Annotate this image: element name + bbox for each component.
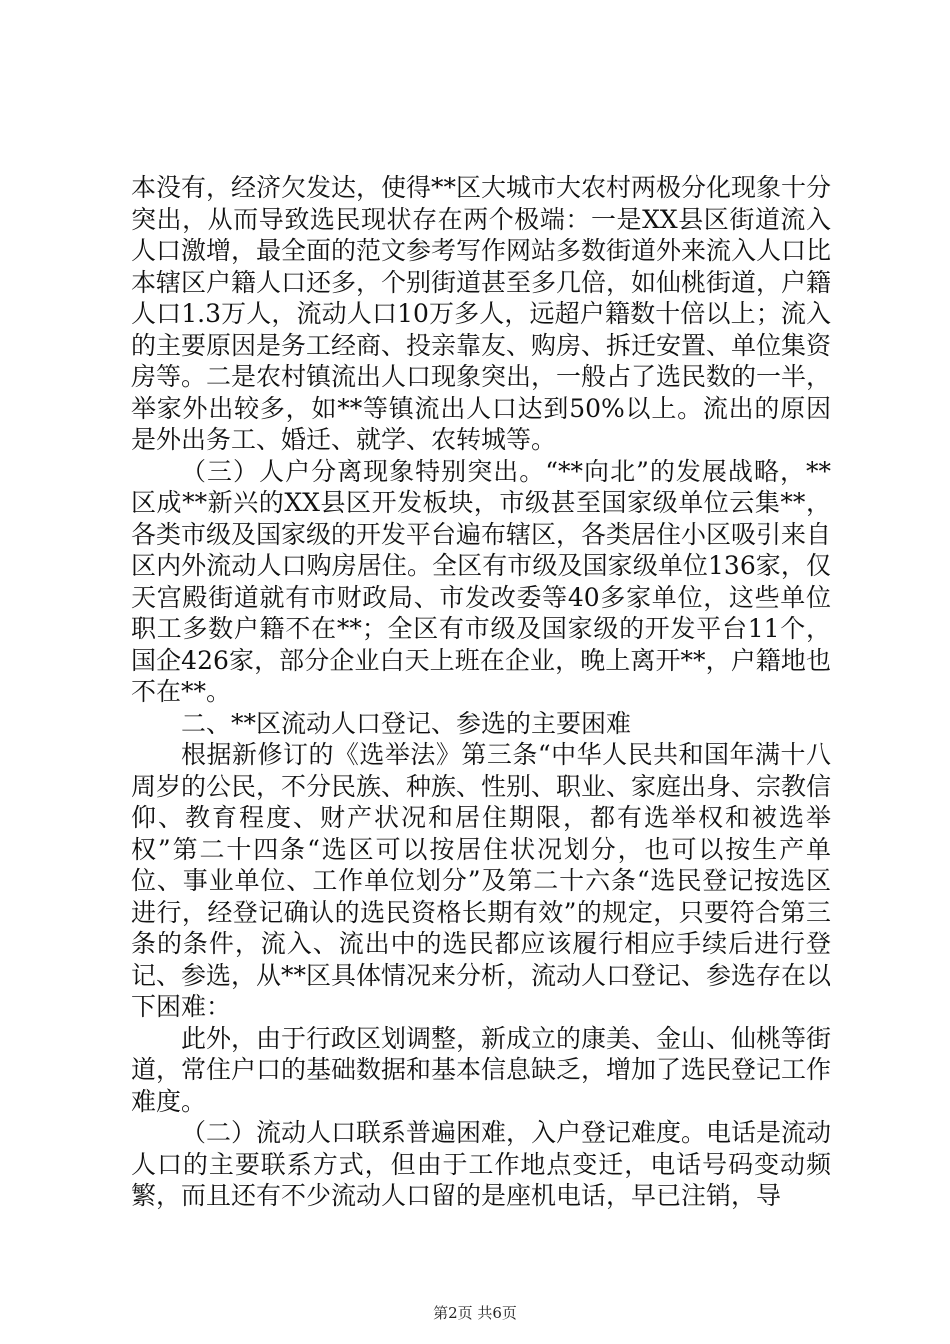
paragraph-4: 此外，由于行政区划调整，新成立的康美、金山、仙桃等街道，常住户口的基础数据和基本信息缺乏，增加了选民登记工作难度。 xyxy=(131,1023,832,1116)
section-heading: 二、**区流动人口登记、参选的主要困难 xyxy=(181,708,632,738)
paragraph-5: （二）流动人口联系普遍困难，入户登记难度。电话是流动人口的主要联系方式，但由于工作地点变迁，电话号码变动频繁，而且还有不少流动人口留的是座机电话，早已注销，导 xyxy=(131,1118,832,1210)
paragraph-2: （三）人户分离现象特别突出。“**向北”的发展战略，**区成**新兴的XX县区开发板块，市级甚至国家级单位云集**，各类市级及国家级的开发平台遍布辖区，各类居住小区吸引来自区内外流动人口购房居住。全区有市级及国家级单位136家，仅天宫殿街道就有市财政局、市发改委等40多家单位，这些单位职工多数户籍不在**；全区有市级及国家级的开发平台11个，国企426家，部分企业白天上班在企业，晚上离开**，户籍地也不在**。 xyxy=(131,456,832,706)
paragraph-1: 本没有，经济欠发达，使得**区大城市大农村两极分化现象十分突出，从而导致选民现状存在两个极端：一是XX县区街道流入人口激增，最全面的范文参考写作网站多数街道外来流入人口比本辖区户籍人口还多，个别街道甚至多几倍，如仙桃街道，户籍人口1.3万人，流动人口10万多人，远超户籍数十倍以上；流入的主要原因是务工经商、投亲靠友、购房、拆迁安置、单位集资房等。二是农村镇流出人口现象突出，一般占了选民数的一半，举家外出较多，如**等镇流出人口达到50%以上。流出的原因是外出务工、婚迁、就学、农转城等。 xyxy=(131,173,832,454)
document-body xyxy=(131,172,831,1212)
page-footer: 第2页 共6页 xyxy=(433,1304,517,1322)
paragraph-3: 根据新修订的《选举法》第三条“中华人民共和国年满十八周岁的公民，不分民族、种族、性别、职业、家庭出身、宗教信仰、教育程度、财产状况和居住期限，都有选举权和被选举权”第二十四条“选区可以按居住状况划分，也可以按生产单位、事业单位、工作单位划分”及第二十六条“选民登记按选区进行，经登记确认的选民资格长期有效”的规定，只要符合第三条的条件，流入、流出中的选民都应该履行相应手续后进行登记、参选，从**区具体情况来分析，流动人口登记、参选存在以下困难： xyxy=(131,740,832,1021)
